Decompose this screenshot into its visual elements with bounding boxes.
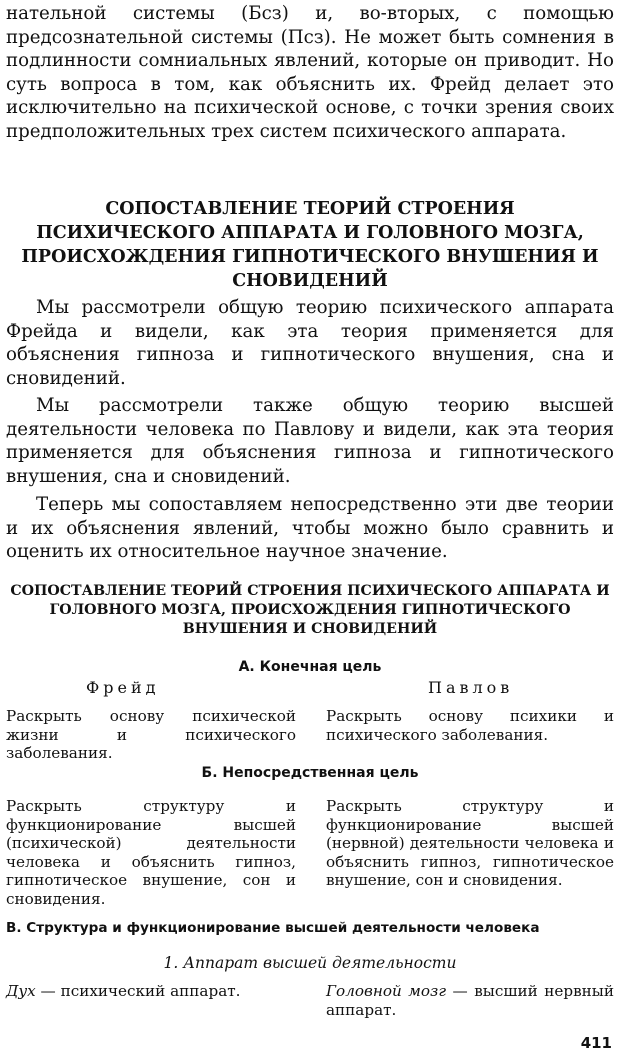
intro-paragraph: нательной системы (Бсз) и, во-вторых, с помощью предсознательной системы (Пcз). Не может быть сомнения в подлинности сомниальных явлений, которые он приводит. Но суть вопроса в том, как объяснить их. Фрейд делает это исключительно на психической основе, с точки зрения своих предположительных трех систем психического аппарата. bbox=[6, 3, 614, 142]
freud-final-goal: Раскрыть основу психической жизни и психического заболевания. bbox=[6, 707, 296, 763]
freud-term: Дух bbox=[6, 982, 36, 1000]
section-b-title: Б. Непосредственная цель bbox=[201, 765, 419, 781]
freud-column-label: Фрейд bbox=[86, 678, 160, 697]
freud-apparatus bbox=[6, 982, 296, 1001]
paragraph-freud-theory: Мы рассмотрели общую теорию психического аппарата Фрейда и видели, как эта теория применяется для объяснения гипноза и гипнотического внушения, сна и сновидений. bbox=[6, 297, 614, 389]
pavlov-column-label: Павлов bbox=[428, 678, 514, 697]
table-heading: СОПОСТАВЛЕНИЕ ТЕОРИЙ СТРОЕНИЯ ПСИХИЧЕСКОГО АППАРАТА И ГОЛОВНОГО МОЗГА, ПРОИСХОЖДЕНИЯ ГИПНОТИЧЕСКОГО ВНУШЕНИЯ И СНОВИДЕНИЙ bbox=[10, 583, 610, 637]
freud-immediate-goal: Раскрыть структуру и функционирование высшей (психической) деятельности человека и объяснить гипноз, гипнотическое внушение, сон и сновидения. bbox=[6, 797, 296, 908]
pavlov-immediate-goal: Раскрыть структуру и функционирование высшей (нервной) деятельности человека и объяснить гипноз, гипнотическое внушение, сон и сновидения. bbox=[326, 797, 614, 890]
pavlov-apparatus bbox=[326, 982, 614, 1019]
paragraph-comparison: Теперь мы сопоставляем непосредственно эти две теории и их объяснения явлений, чтобы можно было сравнить и оценить их относительное научное значение. bbox=[6, 494, 614, 563]
pavlov-term: Головной мозг bbox=[326, 982, 446, 1000]
apparatus-subtitle: 1. Аппарат высшей деятельности bbox=[163, 954, 457, 972]
paragraph-pavlov-theory: Мы рассмотрели также общую теорию высшей деятельности человека по Павлову и видели, как эта теория применяется для объяснения гипноза и гипнотического внушения, сна и сновидений. bbox=[6, 395, 614, 487]
pavlov-definition: — высший нервный аппарат. bbox=[326, 982, 614, 1019]
section-v-title: В. Структура и функционирование высшей деятельности человека bbox=[6, 920, 540, 936]
pavlov-final-goal: Раскрыть основу психики и психического заболевания. bbox=[326, 707, 614, 744]
section-heading: СОПОСТАВЛЕНИЕ ТЕОРИЙ СТРОЕНИЯ ПСИХИЧЕСКОГО АППАРАТА И ГОЛОВНОГО МОЗГА, ПРОИСХОЖДЕНИЯ ГИПНОТИЧЕСКОГО ВНУШЕНИЯ И СНОВИДЕНИЙ bbox=[21, 199, 599, 291]
freud-definition: — психический аппарат. bbox=[35, 982, 241, 1000]
page-number: 411 bbox=[580, 1034, 612, 1052]
section-a-title: А. Конечная цель bbox=[238, 659, 382, 675]
